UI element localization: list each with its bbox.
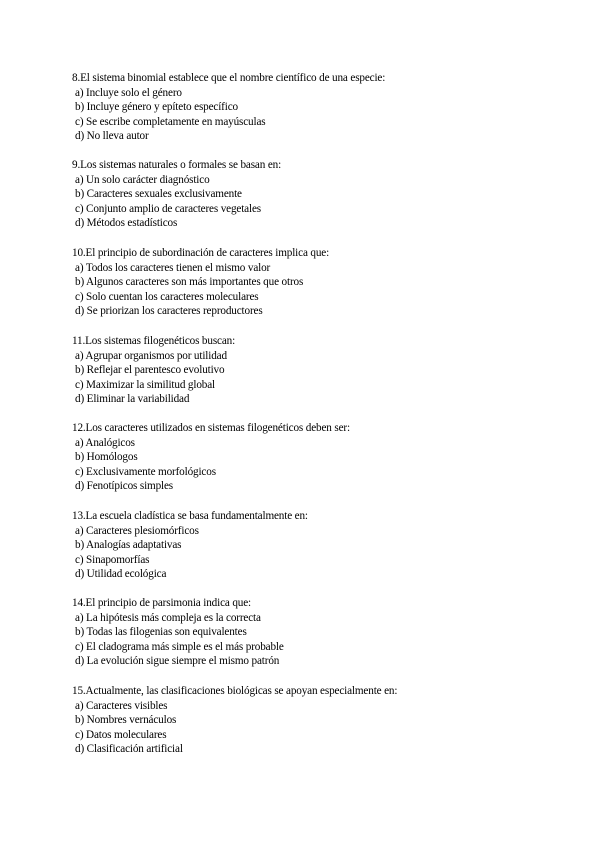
option-b: b) Algunos caracteres son más importantes que otros xyxy=(75,276,304,289)
question-prompt: 12.Los caracteres utilizados en sistemas filogenéticos deben ser: xyxy=(72,422,350,434)
option-c: c) Datos moleculares xyxy=(75,728,167,741)
question-prompt: 9.Los sistemas naturales o formales se basan en: xyxy=(72,159,282,171)
option-c: c) Maximizar la similitud global xyxy=(75,378,215,391)
question-9 xyxy=(72,158,572,231)
option-c: c) Se escribe completamente en mayúsculas xyxy=(75,115,266,128)
option-b: b) Nombres vernáculos xyxy=(75,714,177,727)
option-c: c) Sinapomorfías xyxy=(75,553,150,566)
question-15 xyxy=(72,684,572,757)
option-b: b) Analogías adaptativas xyxy=(75,539,182,552)
option-b: b) Incluye género y epíteto específico xyxy=(75,101,238,114)
option-b: b) Reflejar el parentesco evolutivo xyxy=(75,364,225,377)
option-a: a) Incluye solo el género xyxy=(75,86,182,99)
option-d: d) Clasificación artificial xyxy=(75,743,183,756)
option-d: d) Utilidad ecológica xyxy=(75,568,167,581)
option-a: a) Caracteres plesiomórficos xyxy=(75,524,199,537)
question-10 xyxy=(72,246,572,319)
option-a: a) Todos los caracteres tienen el mismo valor xyxy=(75,261,271,274)
option-a: a) Un solo carácter diagnóstico xyxy=(75,173,210,186)
option-a: a) Caracteres visibles xyxy=(75,699,168,712)
option-a: a) Agrupar organismos por utilidad xyxy=(75,349,227,362)
option-d: d) Métodos estadísticos xyxy=(75,217,178,230)
question-prompt: 14.El principio de parsimonia indica que: xyxy=(72,597,252,609)
question-12 xyxy=(72,421,572,494)
option-a: a) Analógicos xyxy=(75,436,135,449)
option-b: b) Homólogos xyxy=(75,451,138,464)
option-c: c) Solo cuentan los caracteres moleculares xyxy=(75,290,259,303)
question-prompt: 13.La escuela cladística se basa fundamentalmente en: xyxy=(72,510,308,522)
option-d: d) La evolución sigue siempre el mismo patrón xyxy=(75,655,280,668)
option-c: c) Exclusivamente morfológicos xyxy=(75,465,216,478)
question-14 xyxy=(72,596,572,669)
question-8 xyxy=(72,71,572,144)
option-b: b) Caracteres sexuales exclusivamente xyxy=(75,188,242,201)
option-d: d) Se priorizan los caracteres reproductores xyxy=(75,305,263,318)
option-c: c) El cladograma más simple es el más probable xyxy=(75,640,284,653)
question-prompt: 11.Los sistemas filogenéticos buscan: xyxy=(72,335,236,347)
option-b: b) Todas las filogenias son equivalentes xyxy=(75,626,247,639)
question-prompt: 10.El principio de subordinación de caracteres implica que: xyxy=(72,247,330,259)
option-c: c) Conjunto amplio de caracteres vegetales xyxy=(75,202,261,215)
option-d: d) No lleva autor xyxy=(75,130,149,143)
option-a: a) La hipótesis más compleja es la correcta xyxy=(75,611,261,624)
option-d: d) Fenotípicos simples xyxy=(75,480,174,493)
question-prompt: 15.Actualmente, las clasificaciones biológicas se apoyan especialmente en: xyxy=(72,685,398,697)
question-11 xyxy=(72,334,572,407)
question-13 xyxy=(72,509,572,582)
question-prompt: 8.El sistema binomial establece que el nombre científico de una especie: xyxy=(72,72,386,84)
option-d: d) Eliminar la variabilidad xyxy=(75,393,190,406)
